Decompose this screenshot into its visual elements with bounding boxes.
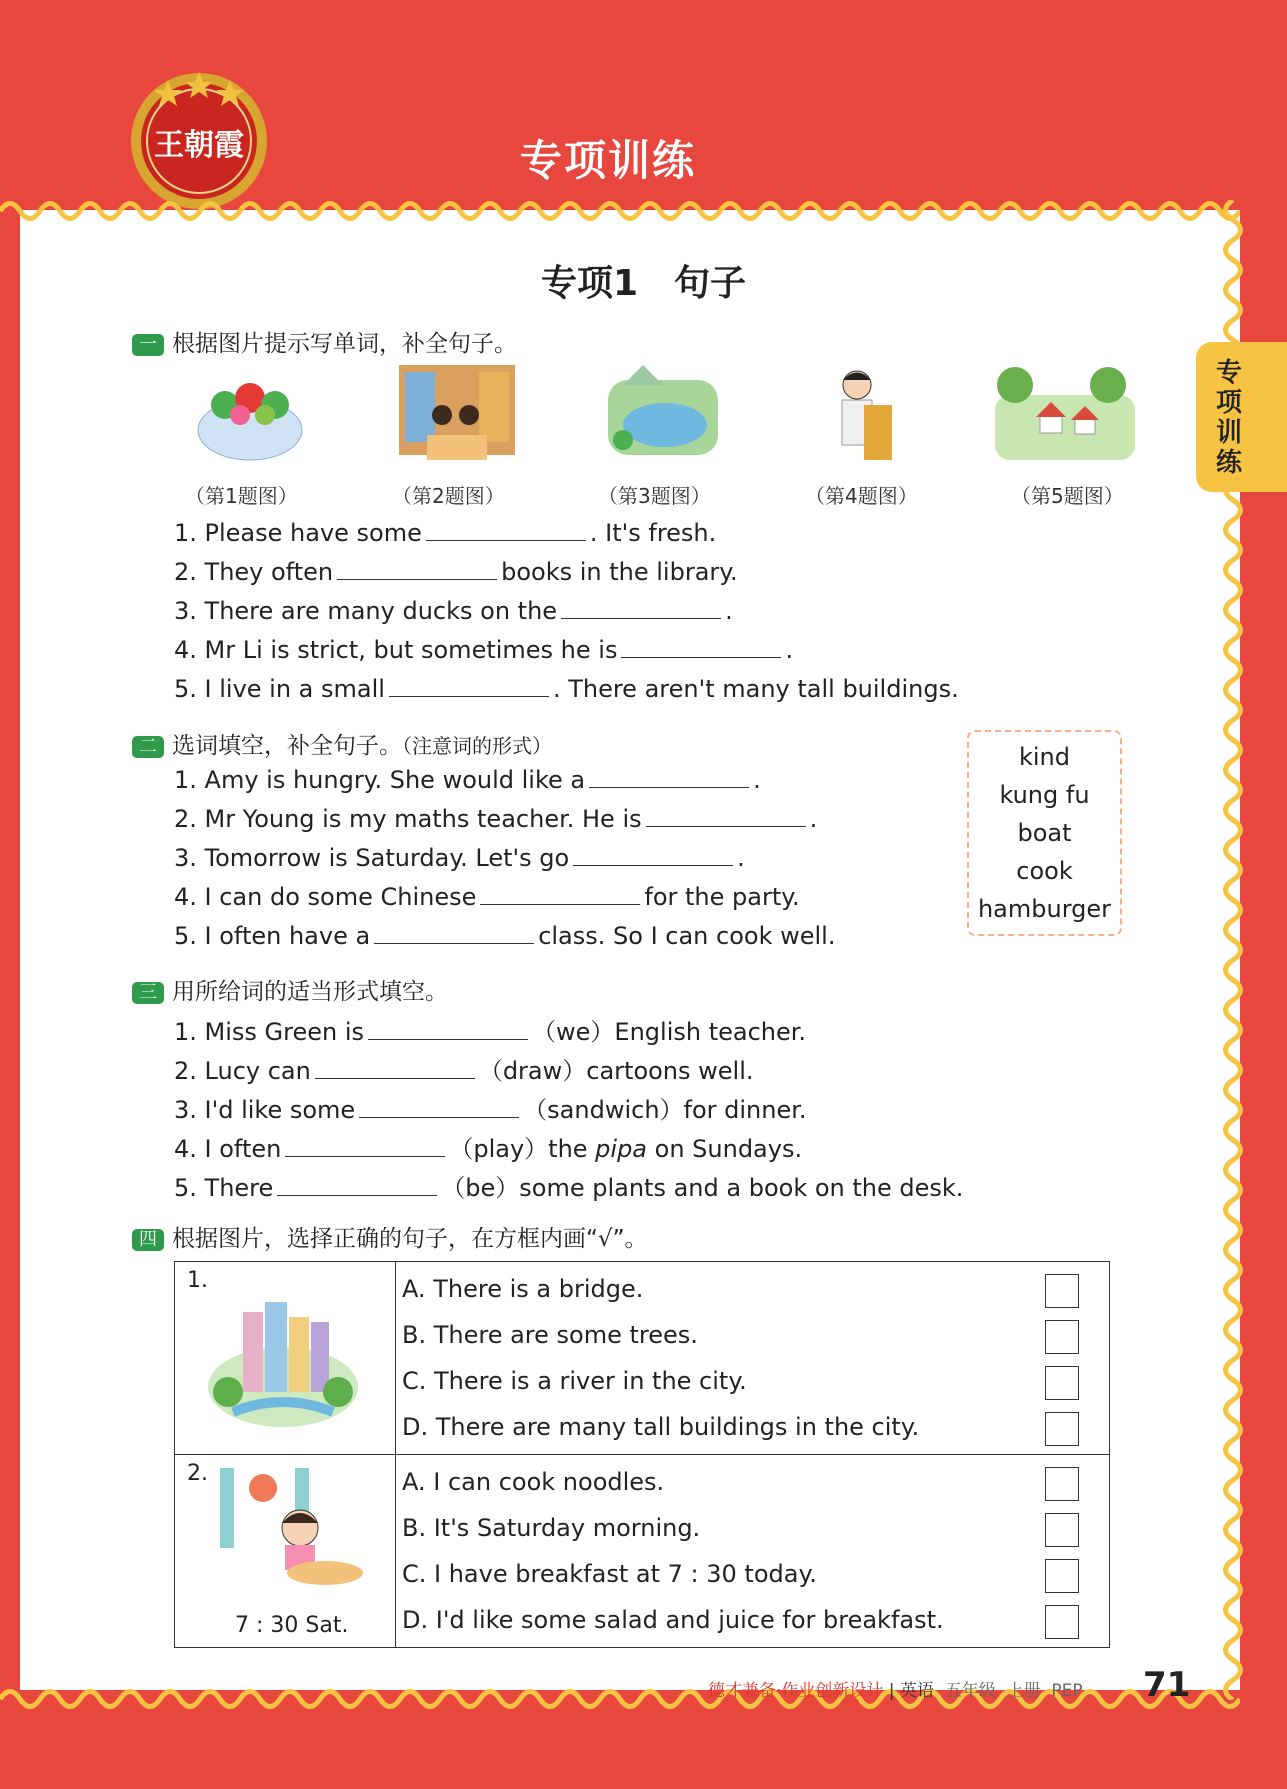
s1-question-5: 5. I live in a small . There aren't many tall buildings. [174,675,959,703]
s2-question-1: 1. Amy is hungry. She would like a . [174,766,761,794]
picture-caption: 7 : 30 Sat. [235,1613,349,1638]
options-cell [396,1262,1110,1455]
section-3-header [132,973,448,1006]
item-number: 1. [187,1268,208,1293]
checkbox[interactable] [1045,1320,1079,1354]
s3-question-5: 5. There （be）some plants and a book on the desk. [174,1174,964,1202]
section-badge: 三 [132,982,164,1004]
answer-blank[interactable] [561,596,721,619]
section-instruction: 根据图片，选择正确的句子，在方框内画“√”。 [172,1226,648,1252]
option-d: D. There are many tall buildings in the city. [396,1404,1109,1450]
s2-question-4: 4. I can do some Chinese for the party. [174,883,800,911]
s1-question-3: 3. There are many ducks on the . [174,597,733,625]
s2-question-2: 2. Mr Young is my maths teacher. He is . [174,805,818,833]
main-title: 专项1 句子 [540,263,747,304]
caption-3: （第3题图） [598,484,711,508]
footer-brand: 德才兼备·作业创新设计 [708,1681,884,1701]
answer-blank[interactable] [359,1095,519,1118]
option-a: A. I can cook noodles. [396,1459,1109,1505]
answer-blank[interactable] [589,765,749,788]
section-badge: 二 [132,736,164,758]
section-2-header [132,727,552,760]
s1-question-4: 4. Mr Li is strict, but sometimes he is . [174,636,794,664]
caption-5: （第5题图） [1011,484,1124,508]
s3-question-1: 1. Miss Green is （we）English teacher. [174,1018,807,1046]
answer-blank[interactable] [277,1173,437,1196]
answer-blank[interactable] [480,882,640,905]
word-bank-item: hamburger [977,895,1112,923]
answer-blank[interactable] [426,518,586,541]
section-instruction: 根据图片提示写单词，补全句子。 [172,331,517,357]
side-tab-label: 专项训练 [1216,358,1243,478]
answer-blank[interactable] [315,1056,475,1079]
section-badge: 一 [132,334,164,356]
checkbox[interactable] [1045,1605,1079,1639]
checkbox[interactable] [1045,1467,1079,1501]
picture-cell [175,1455,396,1648]
answer-blank[interactable] [368,1017,528,1040]
section-instruction: 用所给词的适当形式填空。 [172,979,448,1005]
choice-table [174,1261,1110,1648]
answer-blank[interactable] [285,1134,445,1157]
checkbox[interactable] [1045,1513,1079,1547]
checkbox[interactable] [1045,1412,1079,1446]
option-d: D. I'd like some salad and juice for breakfast. [396,1597,1109,1643]
side-tab [1196,342,1287,492]
logo-text: 王朝霞 [154,128,244,163]
section-1-header [132,325,517,358]
item-number: 2. [187,1461,208,1486]
wavy-border-top [0,196,1240,226]
word-bank-item: kung fu [999,781,1090,809]
footer-term: 上册 [1006,1681,1041,1701]
options-cell [396,1455,1110,1648]
breakfast-picture [215,1463,365,1593]
answer-blank[interactable] [374,921,534,944]
section-badge: 四 [132,1229,164,1251]
option-c: C. I have breakfast at 7 : 30 today. [396,1551,1109,1597]
footer-grade: 五年级 [944,1681,996,1701]
s1-question-2: 2. They often books in the library. [174,558,738,586]
answer-blank[interactable] [337,557,497,580]
brand-logo [128,70,270,212]
option-c: C. There is a river in the city. [396,1358,1109,1404]
option-a: A. There is a bridge. [396,1266,1109,1312]
option-b: B. There are some trees. [396,1312,1109,1358]
footer: 德才兼备·作业创新设计 | 英语 五年级 上册 PEP [708,1681,1083,1701]
page-number: 71 [1143,1665,1191,1705]
lake-picture [603,360,723,470]
caption-1: （第1题图） [185,484,298,508]
teacher-picture [812,360,932,470]
checkbox[interactable] [1045,1366,1079,1400]
header-title: 专项训练 [520,136,697,185]
section-note: （注意词的形式） [402,734,552,758]
word-bank-item: cook [1016,857,1073,885]
s3-question-3: 3. I'd like some （sandwich）for dinner. [174,1096,807,1124]
s3-question-4: 4. I often （play）the pipa on Sundays. [174,1135,803,1163]
answer-blank[interactable] [389,674,549,697]
checkbox[interactable] [1045,1274,1079,1308]
section-instruction: 选词填空，补全句子。 [172,733,402,759]
s3-question-2: 2. Lucy can （draw）cartoons well. [174,1057,754,1085]
section-4-header [132,1220,648,1253]
village-picture [990,360,1140,470]
picture-cell [175,1262,396,1455]
library-picture [397,360,517,470]
footer-edition: PEP [1051,1681,1083,1701]
footer-subject: 英语 [899,1681,934,1701]
checkbox[interactable] [1045,1559,1079,1593]
answer-blank[interactable] [646,804,806,827]
s2-question-5: 5. I often have a class. So I can cook well. [174,922,836,950]
caption-2: （第2题图） [392,484,505,508]
city-picture [203,1292,363,1432]
salad-picture [190,360,310,470]
answer-blank[interactable] [621,635,781,658]
word-bank-item: boat [1017,819,1072,847]
caption-4: （第4题图） [805,484,918,508]
word-bank-item: kind [1018,743,1070,771]
option-b: B. It's Saturday morning. [396,1505,1109,1551]
s2-question-3: 3. Tomorrow is Saturday. Let's go . [174,844,745,872]
s1-question-1: 1. Please have some . It's fresh. [174,519,717,547]
word-bank [967,730,1122,936]
answer-blank[interactable] [573,843,733,866]
table-row [175,1262,1110,1455]
table-row [175,1455,1110,1648]
